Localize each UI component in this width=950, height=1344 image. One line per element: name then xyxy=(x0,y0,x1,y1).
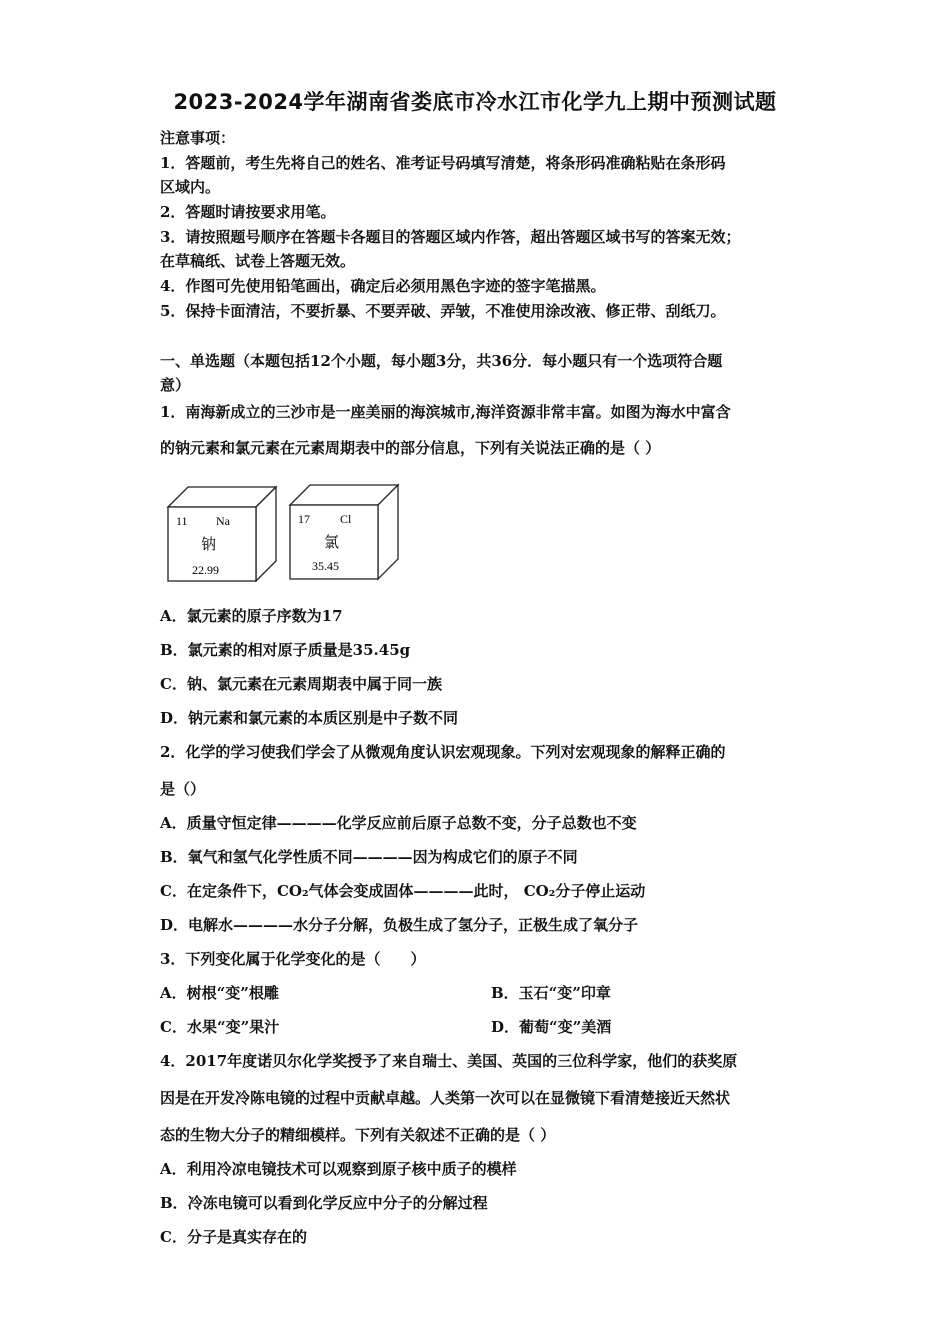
notice-item: 2．答题时请按要求用笔。 xyxy=(160,203,336,221)
q1-stem-cont: 的钠元素和氯元素在元素周期表中的部分信息，下列有关说法正确的是（ ） xyxy=(160,439,661,457)
q1-option-b: B．氯元素的相对原子质量是35.45g xyxy=(160,641,411,659)
notice-item: 5．保持卡面清洁，不要折暴、不要弄破、弄皱，不准使用涂改液、修正带、刮纸刀。 xyxy=(160,302,726,320)
element-name: 钠 xyxy=(201,535,217,553)
notice-item: 在草稿纸、试卷上答题无效。 xyxy=(160,252,356,270)
notice-item: 区域内。 xyxy=(160,178,221,196)
section-heading-cont: 意） xyxy=(160,376,191,394)
q4-option-c: C．分子是真实存在的 xyxy=(160,1228,307,1246)
element-name: 氯 xyxy=(324,533,340,551)
q3-option-b: B．玉石“变”印章 xyxy=(491,984,611,1002)
q4-stem-cont: 因是在开发冷陈电镜的过程中贡献卓越。人类第一次可以在显微镜下看清楚接近天然状 xyxy=(160,1089,731,1107)
q2-option-a: A．质量守恒定律————化学反应前后原子总数不变，分子总数也不变 xyxy=(160,814,637,832)
page-title: 2023-2024学年湖南省娄底市冷水江市化学九上期中预测试题 xyxy=(173,90,777,114)
section-heading: 一、单选题（本题包括12个小题，每小题3分，共36分．每小题只有一个选项符合题 xyxy=(160,352,723,370)
q2-option-b: B．氧气和氢气化学性质不同————因为构成它们的原子不同 xyxy=(160,848,578,866)
q2-option-c: C．在定条件下，CO₂气体会变成固体————此时， CO₂分子停止运动 xyxy=(160,882,646,900)
element-number: 17 xyxy=(298,512,310,526)
element-symbol: Cl xyxy=(340,512,352,526)
element-mass: 35.45 xyxy=(312,559,339,573)
q4-stem-cont: 态的生物大分子的精细模样。下列有关叙述不正确的是（ ） xyxy=(160,1126,556,1144)
q1-stem: 1．南海新成立的三沙市是一座美丽的海滨城市,海洋资源非常丰富。如图为海水中富含 xyxy=(160,403,731,421)
element-symbol: Na xyxy=(216,514,230,528)
q2-stem-cont: 是（） xyxy=(160,780,206,798)
q4-option-a: A．利用冷凉电镜技术可以观察到原子核中质子的模样 xyxy=(160,1160,517,1178)
q1-option-c: C．钠、氯元素在元素周期表中属于同一族 xyxy=(160,675,442,693)
q1-option-d: D．钠元素和氯元素的本质区别是中子数不同 xyxy=(160,709,459,727)
q3-option-d: D．葡萄“变”美酒 xyxy=(491,1018,612,1036)
notice-heading: 注意事项： xyxy=(160,129,236,147)
notice-item: 3．请按照题号顺序在答题卡各题目的答题区域内作答，超出答题区域书写的答案无效； xyxy=(160,228,741,246)
q1-option-a: A．氯元素的原子序数为17 xyxy=(160,607,343,625)
element-number: 11 xyxy=(176,514,188,528)
q3-option-c: C．水果“变”果汁 xyxy=(160,1018,280,1036)
q3-stem: 3．下列变化属于化学变化的是（ ） xyxy=(160,950,426,968)
element-card-chlorine xyxy=(288,483,400,583)
notice-item: 4．作图可先使用铅笔画出，确定后必须用黑色字迹的签字笔描黑。 xyxy=(160,277,606,295)
q4-stem: 4．2017年度诺贝尔化学奖授予了来自瑞士、美国、英国的三位科学家，他们的获奖原 xyxy=(160,1052,738,1070)
notice-item: 1．答题前，考生先将自己的姓名、准考证号码填写清楚，将条形码准确粘贴在条形码 xyxy=(160,154,726,172)
element-card-sodium xyxy=(166,485,278,585)
q2-option-d: D．电解水————水分子分解，负极生成了氢分子，正极生成了氧分子 xyxy=(160,916,639,934)
q3-option-a: A．树根“变”根雕 xyxy=(160,984,279,1002)
q4-option-b: B．冷冻电镜可以看到化学反应中分子的分解过程 xyxy=(160,1194,488,1212)
element-mass: 22.99 xyxy=(192,563,219,577)
q2-stem: 2．化学的学习使我们学会了从微观角度认识宏观现象。下列对宏观现象的解释正确的 xyxy=(160,743,726,761)
